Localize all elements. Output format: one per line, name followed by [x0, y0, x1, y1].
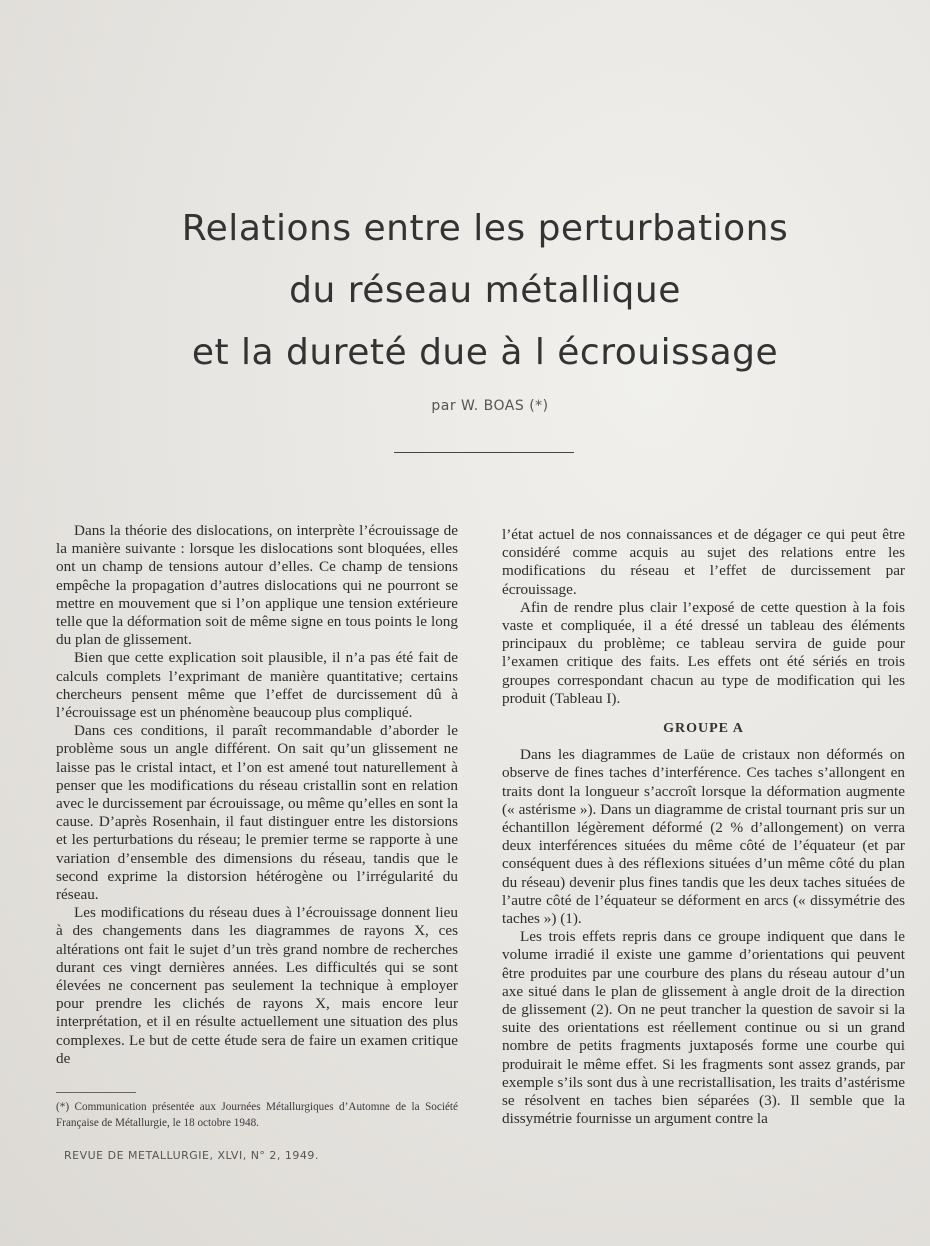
paragraph: Les trois effets repris dans ce groupe indiquent que dans le volume irradié il existe une gamme d’orientations qui peuvent être produites par une courbure des plans du réseau autour d’un axe situé dans le plan de glissement à angle droit de la direction de glissement (2). On ne peut trancher la question de savoir si la suite des orientations est réellement continue ou si un grand nombre de petits fragments juxtaposés forme une courbe qui produirait le même effet. Si les fragments sont assez grands, par exemple s’ils sont dus à une recristallisation, les traits d’astérisme se résolvent en taches bien séparées (3). Il semble que la dissymétrie fournisse un argument contre la — [502, 928, 905, 1128]
title-line-3: et la dureté due à l écrouissage — [191, 332, 779, 373]
paragraph: Les modifications du réseau dues à l’écrouissage donnent lieu à des changements dans les diagrammes de rayons X, ces altérations ont fait le sujet d’un très grand nombre de recherches durant ces vingt dernières années. Les difficultés qui se sont élevées ne concernent pas seulement la technique à employer pour prendre les clichés de rayons X, mais encore leur interprétation, et il en résulte actuellement une situation des plus complexes. Le but de cette étude sera de faire un examen critique de — [56, 904, 458, 1067]
author-byline: par W. BOAS (*) — [431, 398, 549, 414]
paragraph-continuation: l’état actuel de nos connaissances et de dégager ce qui peut être considéré comme acquis au sujet des relations entre les modifications du réseau et l’effet de durcissement par écrouissage. — [502, 526, 905, 598]
paragraph: Afin de rendre plus clair l’exposé de cette question à la fois vaste et compliquée, il a été dressé un tableau des éléments principaux du problème; ce tableau servira de guide pour l’examen critique des faits. Les effets ont été sériés en trois groupes correspondant chacun au type de modification qui les produit (Tableau I). — [502, 598, 905, 707]
footnote-divider — [56, 1092, 136, 1093]
paragraph: Bien que cette explication soit plausible, il n’a pas été fait de calculs complets l’exprimant de manière quantitative; certains chercheurs pensent même que l’effet de durcissement dû à l’écrouissage est un phénomène beaucoup plus compliqué. — [56, 649, 458, 722]
paragraph: Dans ces conditions, il paraît recommandable d’aborder le problème sous un angle différent. On sait qu’un glissement ne laisse pas le cristal intact, et l’on est amené tout naturellement à penser que les modifications du réseau cristallin sont en relation avec le durcissement par écrouissage, ou même qu’elles en sont la cause. D’après Rosenhain, il faut distinguer entre les distorsions et les perturbations du réseau; le premier terme se rapporte à une variation d’ensemble des dimensions du réseau, tandis que le second exprime la distorsion hétérogène ou l’irrégularité du réseau. — [56, 722, 458, 904]
title-line-1: Relations entre les perturbations — [181, 208, 789, 249]
article-title — [100, 198, 870, 384]
left-column — [56, 522, 458, 1068]
title-line-2: du réseau métallique — [289, 270, 681, 311]
paragraph: Dans les diagrammes de Laüe de cristaux non déformés on observe de fines taches d’interférence. Ces taches s’allongent en traits dont la longueur s’accroît lorsque la déformation augmente (« astérisme »). Dans un diagramme de cristal tournant pris sur un échantillon légèrement déformé (2 % d’allongement) on verra deux interférences situées du même côté de l’équateur (et par conséquent dues à des réflexions situées d’un même côté du plan du réseau) devenir plus fines tandis que les deux taches situées de l’autre côté de l’équateur se déforment en arcs (« dissymétrie des taches ») (1). — [502, 746, 905, 928]
right-column — [502, 526, 905, 1129]
footnote: (*) Communication présentée aux Journées Métallurgiques d’Automne de la Société Française de Métallurgie, le 18 octobre 1948. — [56, 1101, 458, 1129]
title-divider — [394, 452, 574, 453]
paragraph: Dans la théorie des dislocations, on interprète l’écrouissage de la manière suivante : lorsque les dislocations sont bloquées, elles ont un champ de tensions autour d’elles. Ce champ de tensions empêche la propagation d’autres dislocations qui ne pourront se mettre en mouvement que si l’on applique une tension extérieure telle que la déformation soit de même signe en tous points le long du plan de glissement. — [56, 522, 458, 649]
section-heading: GROUPE A — [663, 721, 744, 737]
journal-reference: REVUE DE METALLURGIE, XLVI, N° 2, 1949. — [64, 1149, 319, 1162]
